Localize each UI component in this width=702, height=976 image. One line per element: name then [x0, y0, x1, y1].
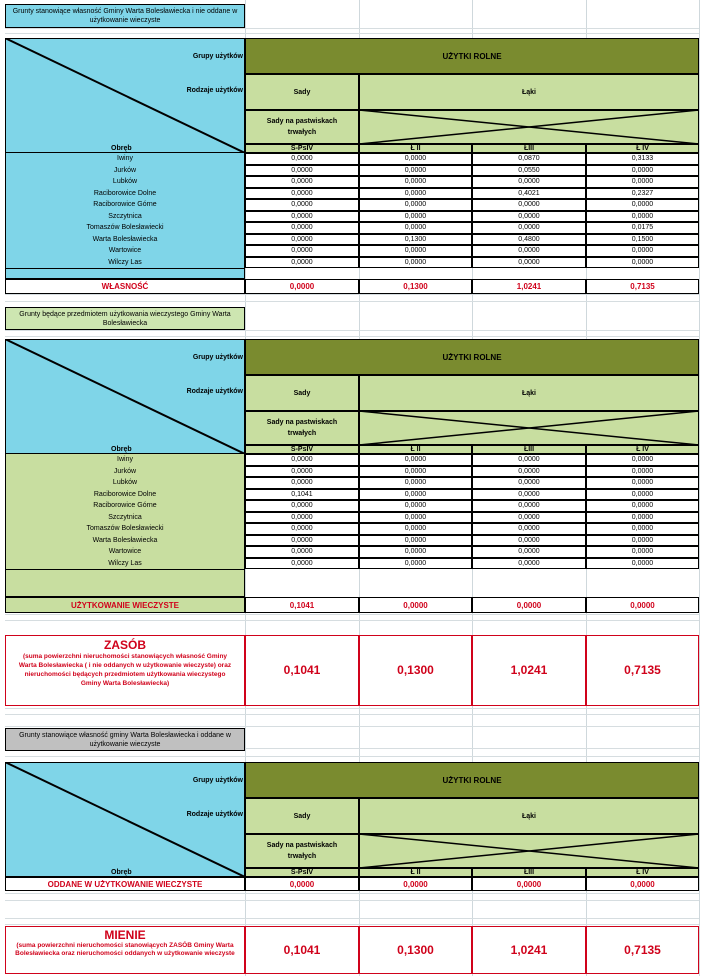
mienie-value: 1,0241: [472, 926, 586, 974]
value-cell: 0,0000: [245, 245, 359, 257]
value-cell: 0,0000: [586, 477, 699, 489]
value-cell: 0,0000: [359, 523, 472, 535]
column-header-col_l3: ŁIII: [472, 144, 586, 153]
zasob-title: ZASÓB: [104, 638, 146, 652]
value-cell: 0,0000: [472, 558, 586, 570]
row-name: Wilczy Las: [5, 558, 245, 570]
mienie-value: 0,7135: [586, 926, 699, 974]
row-name: Jurków: [5, 165, 245, 177]
value-cell: 0,0000: [472, 512, 586, 524]
value-cell: 0,0000: [586, 211, 699, 223]
value-cell: 0,3133: [586, 153, 699, 165]
oddane-value: 0,0000: [245, 877, 359, 891]
grid-hline: [5, 893, 699, 894]
row-name: Warta Bolesławiecka: [5, 535, 245, 547]
wlasnosc-value: 1,0241: [472, 279, 586, 294]
row-name: Warta Bolesławiecka: [5, 234, 245, 246]
value-cell: 0,0000: [586, 165, 699, 177]
value-cell: 0,0000: [472, 500, 586, 512]
cross-lines: [359, 110, 699, 144]
value-cell: 0,0870: [472, 153, 586, 165]
header-sady: Sady: [245, 375, 359, 411]
row-name: Raciborowice Dolne: [5, 188, 245, 200]
uzytkowanie-value: 0,0000: [359, 597, 472, 613]
row-name: Tomaszów Bolesławiecki: [5, 523, 245, 535]
value-cell: 0,0000: [245, 466, 359, 478]
header-laki-empty: [359, 110, 699, 144]
grid-hline: [5, 614, 699, 615]
header-uzytki-rolne: UŻYTKI ROLNE: [245, 762, 699, 798]
cross-lines: [359, 834, 699, 868]
row-name: Lubków: [5, 176, 245, 188]
value-cell: 0,0000: [472, 546, 586, 558]
column-header-col_l3: ŁIII: [472, 868, 586, 877]
value-cell: 0,0000: [472, 489, 586, 501]
grid-hline: [5, 33, 699, 34]
grid-hline: [5, 301, 699, 302]
column-header-col_l2: Ł II: [359, 445, 472, 454]
value-cell: 0,0000: [472, 454, 586, 466]
value-cell: 0,0000: [359, 211, 472, 223]
grid-hline: [5, 708, 699, 709]
value-cell: 0,0000: [586, 523, 699, 535]
value-cell: 0,0000: [472, 176, 586, 188]
value-cell: 0,0000: [245, 211, 359, 223]
column-header-col_l4: Ł IV: [586, 445, 699, 454]
value-cell: 0,0000: [472, 535, 586, 547]
header-laki-empty: [359, 834, 699, 868]
value-cell: 0,0000: [472, 211, 586, 223]
label-grupy: Grupy użytków: [192, 53, 243, 60]
value-cell: 0,0000: [245, 523, 359, 535]
grid-hline: [5, 28, 699, 29]
grid-vline: [699, 0, 700, 976]
wlasnosc-value: 0,1300: [359, 279, 472, 294]
value-cell: 0,0000: [245, 535, 359, 547]
section1-caption: Grunty stanowiące własność Gminy Warta Bolesławiecka i nie oddane w użytkowanie wieczyste: [5, 4, 245, 28]
value-cell: 0,0000: [472, 523, 586, 535]
value-cell: 0,0175: [586, 222, 699, 234]
wlasnosc-value: 0,7135: [586, 279, 699, 294]
value-cell: 0,0000: [245, 222, 359, 234]
cross-lines: [359, 411, 699, 445]
value-cell: 0,0000: [245, 454, 359, 466]
value-cell: 0,0000: [359, 165, 472, 177]
section3-caption: Grunty stanowiące własność gminy Warta Bolesławiecka i oddane w użytkowanie wieczyste: [5, 728, 245, 751]
mienie-box: [5, 926, 245, 974]
value-cell: 0,0000: [359, 535, 472, 547]
grid-hline: [5, 620, 699, 621]
grid-hline: [5, 918, 699, 919]
value-cell: 0,0000: [245, 257, 359, 269]
column-header-col_spsiv: S-PsIV: [245, 868, 359, 877]
column-header-col_l2: Ł II: [359, 144, 472, 153]
value-cell: 0,0000: [359, 245, 472, 257]
section1-fill: [5, 268, 245, 279]
grid-hline: [5, 714, 699, 715]
uzytkowanie-value: 0,1041: [245, 597, 359, 613]
header-sady-pastwiska: Sady na pastwiskach trwałych: [245, 411, 359, 445]
oddane-value: 0,0000: [586, 877, 699, 891]
value-cell: 0,0000: [472, 477, 586, 489]
label-obreb: Obręb: [111, 869, 132, 876]
header-sady-pastwiska: Sady na pastwiskach trwałych: [245, 834, 359, 868]
grid-hline: [5, 924, 699, 925]
value-cell: 0,0000: [472, 257, 586, 269]
value-cell: 0,0000: [245, 546, 359, 558]
zasob-description: (suma powierzchni nieruchomości stanowiących własność Gminy Warta Bolesławiecka ( i nie oddanych w użytkowanie wieczyste) oraz nieruchomości będących przedmiotem użytkowania wieczystego Gminy Warta Bolesławiecka): [18, 653, 232, 687]
value-cell: 0,0000: [359, 199, 472, 211]
zasob-value: 0,1041: [245, 635, 359, 706]
section2-caption: Grunty będące przedmiotem użytkowania wieczystego Gminy Warta Bolesławiecka: [5, 307, 245, 330]
label-obreb: Obręb: [111, 145, 132, 152]
label-grupy: Grupy użytków: [192, 354, 243, 361]
value-cell: 0,0000: [586, 546, 699, 558]
value-cell: 0,0000: [245, 477, 359, 489]
row-name: Wilczy Las: [5, 257, 245, 269]
mienie-value: 0,1300: [359, 926, 472, 974]
value-cell: 0,0000: [359, 489, 472, 501]
value-cell: 0,4800: [472, 234, 586, 246]
mienie-value: 0,1041: [245, 926, 359, 974]
value-cell: 0,0000: [586, 466, 699, 478]
value-cell: 0,0000: [245, 199, 359, 211]
mienie-description: (suma powierzchni nieruchomości stanowiących ZASÓB Gminy Warta Bolesławiecka oraz nieruchomości oddanych w użytkowanie wieczyste: [15, 942, 235, 957]
section2-fill: [5, 569, 245, 597]
row-name: Jurków: [5, 466, 245, 478]
value-cell: 0,0000: [359, 558, 472, 570]
value-cell: 0,0000: [245, 188, 359, 200]
value-cell: 0,2327: [586, 188, 699, 200]
value-cell: 0,0000: [472, 466, 586, 478]
grid-hline: [5, 294, 699, 295]
column-header-col_l3: ŁIII: [472, 445, 586, 454]
value-cell: 0,0000: [245, 234, 359, 246]
row-name: Raciborowice Górne: [5, 199, 245, 211]
value-cell: 0,0000: [245, 165, 359, 177]
grid-hline: [5, 756, 699, 757]
header-laki: Łąki: [359, 74, 699, 110]
row-name: Lubków: [5, 477, 245, 489]
value-cell: 0,0000: [586, 176, 699, 188]
row-name: Szczytnica: [5, 211, 245, 223]
value-cell: 0,0000: [472, 222, 586, 234]
value-cell: 0,0000: [359, 257, 472, 269]
value-cell: 0,0000: [359, 477, 472, 489]
zasob-value: 1,0241: [472, 635, 586, 706]
value-cell: 0,0000: [586, 199, 699, 211]
row-name: Iwiny: [5, 153, 245, 165]
mienie-title: MIENIE: [104, 928, 146, 942]
value-cell: 0,0000: [245, 153, 359, 165]
value-cell: 0,0000: [586, 500, 699, 512]
value-cell: 0,0000: [472, 245, 586, 257]
value-cell: 0,0000: [245, 558, 359, 570]
label-rodzaje: Rodzaje użytków: [186, 388, 243, 395]
column-header-col_l4: Ł IV: [586, 868, 699, 877]
zasob-value: 0,1300: [359, 635, 472, 706]
wlasnosc-value: 0,0000: [245, 279, 359, 294]
value-cell: 0,0000: [586, 535, 699, 547]
header-sady: Sady: [245, 74, 359, 110]
value-cell: 0,0000: [586, 489, 699, 501]
wlasnosc-label: WŁASNOŚĆ: [5, 279, 245, 294]
value-cell: 0,0000: [359, 188, 472, 200]
label-rodzaje: Rodzaje użytków: [186, 811, 243, 818]
row-name: Iwiny: [5, 454, 245, 466]
header-laki: Łąki: [359, 375, 699, 411]
value-cell: 0,1041: [245, 489, 359, 501]
row-name: Szczytnica: [5, 512, 245, 524]
header-uzytki-rolne: UŻYTKI ROLNE: [245, 339, 699, 375]
grid-hline: [5, 900, 699, 901]
row-name: Raciborowice Górne: [5, 500, 245, 512]
value-cell: 0,0000: [359, 512, 472, 524]
value-cell: 0,0000: [359, 176, 472, 188]
value-cell: 0,0550: [472, 165, 586, 177]
value-cell: 0,0000: [472, 199, 586, 211]
oddane-value: 0,0000: [472, 877, 586, 891]
row-name: Wartowice: [5, 546, 245, 558]
zasob-value: 0,7135: [586, 635, 699, 706]
header-laki-empty: [359, 411, 699, 445]
row-name: Tomaszów Bolesławiecki: [5, 222, 245, 234]
oddane-label: ODDANE W UŻYTKOWANIE WIECZYSTE: [5, 877, 245, 891]
column-header-col_l4: Ł IV: [586, 144, 699, 153]
uzytkowanie-value: 0,0000: [586, 597, 699, 613]
header-laki: Łąki: [359, 798, 699, 834]
oddane-value: 0,0000: [359, 877, 472, 891]
header-sady: Sady: [245, 798, 359, 834]
value-cell: 0,0000: [359, 466, 472, 478]
value-cell: 0,0000: [359, 546, 472, 558]
grid-hline: [5, 336, 699, 337]
value-cell: 0,0000: [586, 512, 699, 524]
row-name: Raciborowice Dolne: [5, 489, 245, 501]
value-cell: 0,0000: [359, 454, 472, 466]
value-cell: 0,1300: [359, 234, 472, 246]
zasob-box: [5, 635, 245, 706]
header-uzytki-rolne: UŻYTKI ROLNE: [245, 38, 699, 74]
label-obreb: Obręb: [111, 446, 132, 453]
value-cell: 0,0000: [245, 176, 359, 188]
value-cell: 0,0000: [359, 500, 472, 512]
value-cell: 0,0000: [586, 245, 699, 257]
value-cell: 0,0000: [586, 257, 699, 269]
header-sady-pastwiska: Sady na pastwiskach trwałych: [245, 110, 359, 144]
value-cell: 0,0000: [245, 512, 359, 524]
value-cell: 0,0000: [586, 558, 699, 570]
row-name: Wartowice: [5, 245, 245, 257]
value-cell: 0,0000: [586, 454, 699, 466]
label-grupy: Grupy użytków: [192, 777, 243, 784]
value-cell: 0,0000: [359, 222, 472, 234]
column-header-col_spsiv: S-PsIV: [245, 144, 359, 153]
value-cell: 0,1500: [586, 234, 699, 246]
value-cell: 0,0000: [359, 153, 472, 165]
column-header-col_l2: Ł II: [359, 868, 472, 877]
grid-hline: [5, 726, 699, 727]
grid-hline: [5, 330, 699, 331]
column-header-col_spsiv: S-PsIV: [245, 445, 359, 454]
value-cell: 0,4021: [472, 188, 586, 200]
label-rodzaje: Rodzaje użytków: [186, 87, 243, 94]
uzytkowanie-label: UŻYTKOWANIE WIECZYSTE: [5, 597, 245, 613]
value-cell: 0,0000: [245, 500, 359, 512]
uzytkowanie-value: 0,0000: [472, 597, 586, 613]
